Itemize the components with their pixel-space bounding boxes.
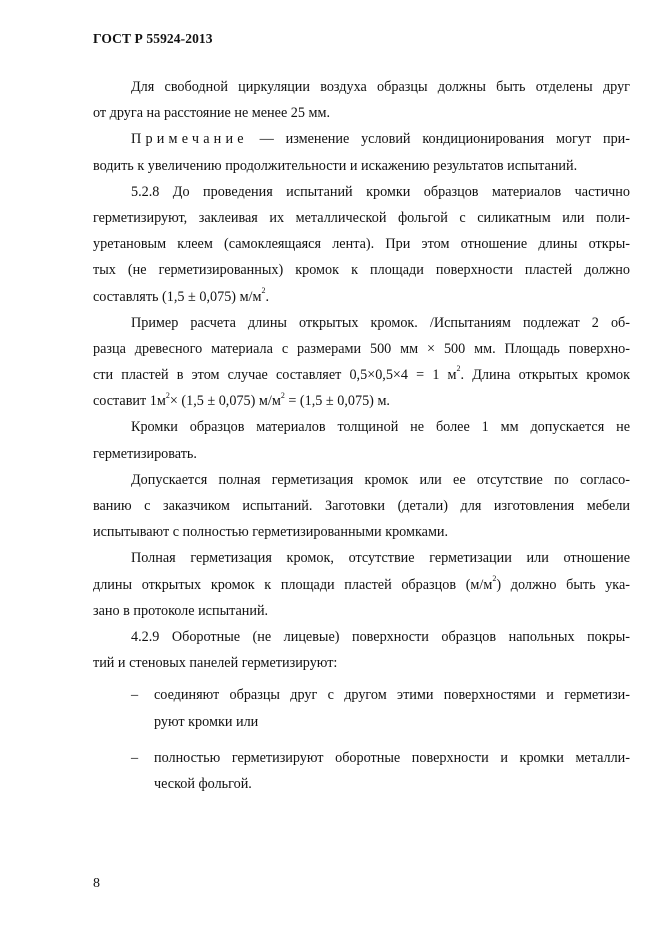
text-line: 5.2.8 До проведения испытаний кромки образцов материалов частично xyxy=(131,183,630,200)
text-line: испытывают с полностью герметизированными кромками. xyxy=(93,524,449,541)
note-label: Примечание xyxy=(131,131,248,148)
text-fragment: ) должно быть ука- xyxy=(496,576,631,593)
text-fragment: . Длина открытых кромок xyxy=(460,367,631,384)
text-line: руют кромки или xyxy=(154,713,259,730)
text-line: ванию с заказчиком испытаний. Заготовки (детали) для изготовления мебели xyxy=(93,498,630,514)
list-item xyxy=(93,682,630,734)
text-line xyxy=(93,126,630,152)
text-line: Полная герметизация кромок, отсутствие герметизации или отношение xyxy=(131,550,630,567)
list-dash: – xyxy=(131,749,139,766)
superscript: 2 xyxy=(261,285,266,295)
text-fragment: = (1,5 ± 0,075) м. xyxy=(284,393,390,410)
text-line: тий и стеновых панелей герметизируют: xyxy=(93,655,338,672)
paragraph-full-sealing xyxy=(93,467,630,546)
superscript: 2 xyxy=(165,390,170,400)
text-line: Допускается полная герметизация кромок или ее отсутствие по согласо- xyxy=(131,471,630,488)
superscript: 2 xyxy=(456,364,461,374)
text-line: герметизировать. xyxy=(93,445,197,462)
text-line: уретановым клеем (самоклеящаяся лента). При этом отношение длины откры- xyxy=(93,236,630,253)
note-paragraph xyxy=(93,126,630,178)
paragraph-air-circulation xyxy=(93,74,630,126)
text-line: ческой фольгой. xyxy=(154,775,252,792)
text-line: тых (не герметизированных) кромок к площади поверхности пластей должно xyxy=(93,262,630,279)
text-line: Кромки образцов материалов толщиной не более 1 мм допускается не xyxy=(131,419,630,436)
text-line: полностью герметизируют оборотные поверхности и кромки металли- xyxy=(154,749,630,766)
text-fragment: составлять (1,5 ± 0,075) м/м xyxy=(93,288,262,305)
note-text: — изменение условий кондиционирования могут при- xyxy=(247,131,630,148)
page-number: 8 xyxy=(93,876,100,891)
text-line xyxy=(93,284,630,310)
text-fragment: сти пластей в этом случае составляет 0,5×0,5×4 = 1 м xyxy=(93,367,457,384)
superscript: 2 xyxy=(280,390,285,400)
text-fragment: длины открытых кромок к площади пластей образцов (м/м xyxy=(93,576,493,593)
text-line xyxy=(93,362,630,388)
page-body xyxy=(93,74,630,797)
text-fragment: . xyxy=(265,288,270,305)
list-item xyxy=(93,745,630,797)
text-line: Пример расчета длины открытых кромок. /Испытаниям подлежат 2 об- xyxy=(131,314,630,331)
list-dash: – xyxy=(131,687,139,704)
text-line xyxy=(93,572,630,598)
text-line: Для свободной циркуляции воздуха образцы должны быть отделены друг xyxy=(131,79,630,95)
text-fragment: составит 1м xyxy=(93,393,166,410)
text-line: водить к увеличению продолжительности и искажению результатов испытаний. xyxy=(93,157,578,174)
paragraph-5-2-8 xyxy=(93,179,630,310)
text-line: 4.2.9 Оборотные (не лицевые) поверхности образцов напольных покры- xyxy=(131,628,630,645)
text-line: от друга на расстояние не менее 25 мм. xyxy=(93,105,331,122)
text-line: герметизируют, заклеивая их металлической фольгой с силикатным или поли- xyxy=(93,209,630,226)
text-line: соединяют образцы друг с другом этими поверхностями и герметизи- xyxy=(154,687,630,704)
text-fragment: × (1,5 ± 0,075) м/м xyxy=(169,393,281,410)
paragraph-example xyxy=(93,310,630,415)
superscript: 2 xyxy=(492,573,497,583)
paragraph-protocol xyxy=(93,545,630,624)
text-line: разца древесного материала с размерами 500 мм × 500 мм. Площадь поверхно- xyxy=(93,340,630,357)
paragraph-thin-edges xyxy=(93,414,630,466)
paragraph-4-2-9 xyxy=(93,624,630,676)
document-code-header: ГОСТ Р 55924-2013 xyxy=(93,31,213,46)
text-line xyxy=(93,388,630,414)
text-line: зано в протоколе испытаний. xyxy=(93,602,269,619)
